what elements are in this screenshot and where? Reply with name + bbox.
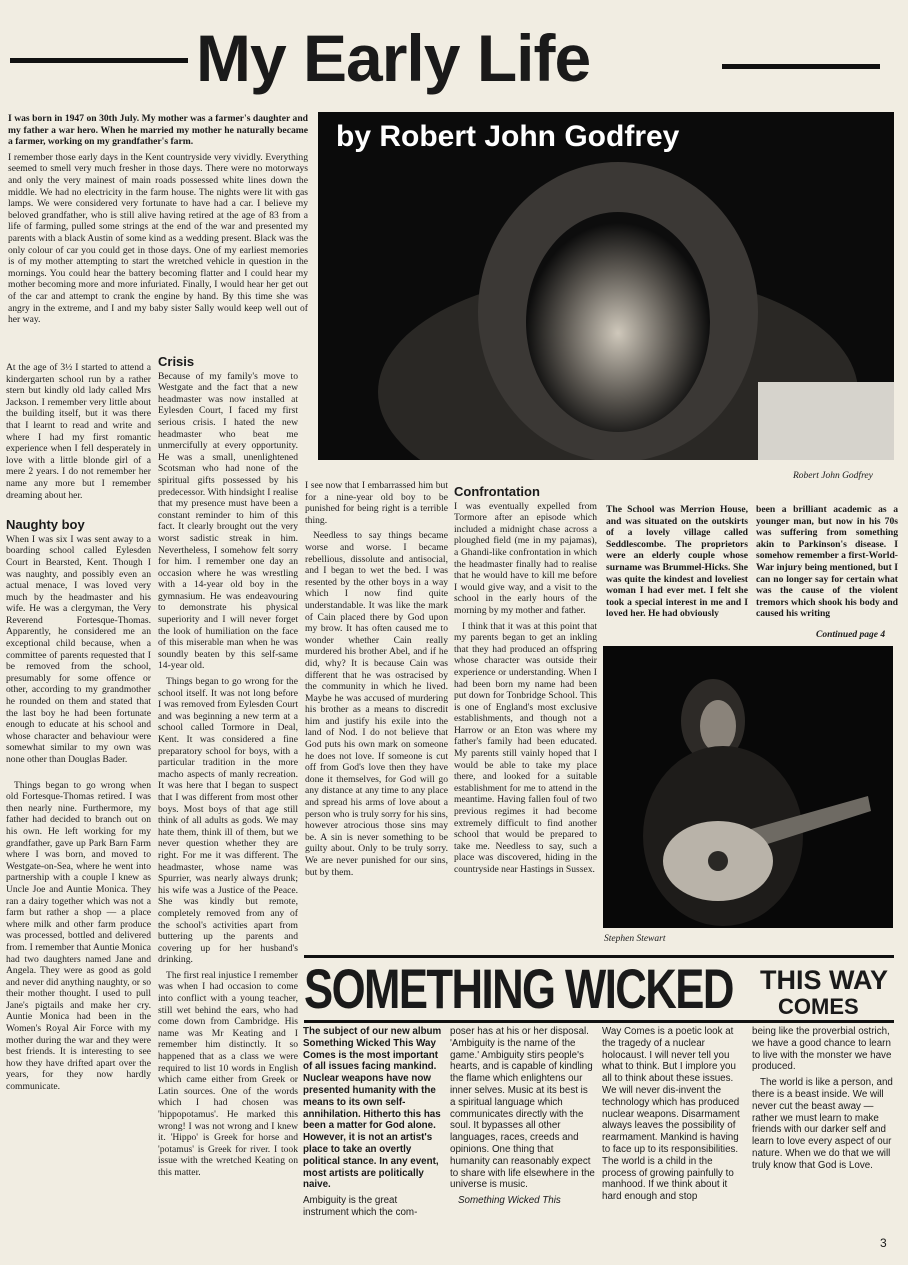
col4-p2: I think that it was at this point that my parents began to get an inkling that they had produced an offspring whose character was outside their experience or understanding. When I had been born my name had been put down for Tonbridge School. This is one of England's most exclusive establishments, and though not a Harrow or an Eton was where my father's family had been educated. My parents still vainly hoped that I would be able to take my place there, and looked for a suitable establishment for me to attend in the meantime. Having fallen foul of two previous regimes it had become extremely difficult to find another school that would be prepared to take me. Needless to say, such a place was discovered, hiding in the countryside near Hastings in Sussex. bbox=[454, 620, 597, 875]
col4-p1: I was eventually expelled from Tormore after an episode which included a midnight chase across a ploughed field (me in my pajamas), a Ghandi-like confrontation in which the headmaster finally had to realise that he would have to kill me before I would give way, and a visit to the school in the early hours of the morning by my mother and father. bbox=[454, 500, 597, 616]
sw-column-2 bbox=[450, 1026, 595, 1256]
col1-p4: Things began to go wrong when old Fortesque-Thomas retired. I was then nearly nine. Furthermore, my father had decided to branch out on his own. He left working for my grandfather, gave up Park Barn Farm where I was born, and moved to Westgate-on-Sea, where he went into partnership with a couple I knew as Uncle Joe and Auntie Monica. They ran a dairy together which was not a farm but rather a shop — a place where milk and other farm produce was processed, bottled and delivered from. I remember that Auntie Monica had two daughters named Jane and Angela. They were as good as gold and never did anything naughty, or so their mother thought. I used to pull Jane's pigtails and make her cry. Auntie Monica had been in the Women's Royal Air Force with my mother during the war and they were best friends. It is interesting to see how they have drifted apart over the years, for they now hardly communicate. bbox=[6, 779, 151, 1093]
sw-col2: poser has at his or her disposal. 'Ambiguity is the name of the game.' Ambiguity stirs people's hearts, and is capable of kindling the flame which enlightens our inner selves. Music at its best is a spiritual language which communicates directly with the soul. It bypasses all other languages, races, creeds and opinions. One thing that humanity can reasonably expect to share with life elsewhere in the universe is music. bbox=[450, 1026, 595, 1191]
byline: by Robert John Godfrey bbox=[336, 120, 680, 153]
col2-p2: Things began to go wrong for the school itself. It was not long before I was removed from Eylesden Court and was beginning a new term at a school called Tormore in Deal, Kent. It was considered a fine preparatory school for boys, with a particular tradition in the more macho aspects of manly recreation. It was here that I began to suspect that I was different from most other boys. Most boys of that age still think of all adults as gods. We may hate them, think ill of them, but we never question whether they are right. For me it was different. The headmaster, whose name was Spurrier, was nearly always drunk; his wife was a Justice of the Peace. She was kindly but remote, completely removed from any of the school's activities apart from buttering up the parents and covering up for her husband's drinking. bbox=[158, 676, 298, 966]
col5-p1: The School was Merrion House, and was situated on the outskirts of a lovely village called Seddlescombe. The proprietors were an elderly couple whose surname was Brummel-Hicks. She was quite the kindest and loveliest woman I had ever met. I felt she took a special interest in me and I loved her. He had obviously bbox=[606, 504, 748, 620]
col3-p1: I see now that I embarrassed him but for a nine-year old boy to be punished for being right is a terrible thing. bbox=[305, 480, 448, 526]
col2-p1: Because of my family's move to Westgate and the fact that a new headmaster was now installed at Eylesden Court, I faced my first serious crisis. I hated the new headmaster who beat me unmercifully at every opportunity. He was a small, unenlightened Scotsman who had none of the spiritual gifts possessed by his predecessor. With hindsight I realise that my presence must have been a constant reminder to him of this fact. It clearly brought out the very worst sadistic streak in him. Nevertheless, I somehow felt sorry for him. I remember one day an occasion where he was wrestling with a 14-year old boy in the gymnasium. He was endeavouring to demonstrate his physical superiority and I will never forget the look of humiliation on the face of this miserable man when he was soundly beaten by this self-same 14-year old. bbox=[158, 370, 298, 672]
subhead-naughty-boy: Naughty boy bbox=[6, 517, 85, 533]
sw-col4-p2: The world is like a person, and there is a beast inside. We will never cut the beast away — rather we must learn to make friends with our darker self and learn to love every aspect of our nature. When we do that we will truly know that God is Love. bbox=[752, 1077, 893, 1171]
photo-stephen-stewart bbox=[603, 646, 893, 928]
sw-col3: Way Comes is a poetic look at the tragedy of a nuclear holocaust. I will never tell you what to think. But I implore you all to think about these issues. We will never dis-invent the technology which has produced nuclear weapons. Disarmament always leaves the possibility of rearmament. Mankind is having to face up to its responsibilities. The world is a child in the process of growing painfully to manhood. If we think about it hard enough and stop bbox=[602, 1026, 740, 1203]
sw-rule-bottom bbox=[304, 1020, 894, 1023]
col1-p2: At the age of 3½ I started to attend a kindergarten school run by a rather stern but kindly old lady called Mrs Jackson. I remember very little about the building itself, but it was there that I learnt to read and write and where I had my first romantic experience when I fell desperately in love with a little blonde girl of a mere 2 years. I do not remember her name any more but I remember dreaming about her. bbox=[6, 362, 151, 501]
sw-column-4 bbox=[752, 1026, 897, 1256]
sw-column-3 bbox=[602, 1026, 747, 1256]
title-rule-left bbox=[10, 58, 188, 63]
page-title: My Early Life bbox=[196, 21, 591, 95]
intro-text: I was born in 1947 on 30th July. My mother was a farmer's daughter and my father a war hero. When he married my mother he naturally became a farmer, working on my grandfather's farm. bbox=[8, 113, 308, 148]
title-rule-right bbox=[722, 64, 880, 69]
photo-portrait-image bbox=[318, 112, 894, 460]
photo1-caption: Robert John Godfrey bbox=[793, 471, 873, 481]
col1-p3: When I was six I was sent away to a boarding school called Eylesden Court in Bearsted, Kent. Though I was naughty, and possibly even an actual menace, I was loved very much by the headmaster and his wife. He was a clergyman, the Very Reverend Fortesque-Thomas. Apparently, he considered me an exceptional child because, when a committee of parents requested that I be removed from the school, presumably for some offence or other, according to my grandmother he rounded on them and stated that the last boy he had been fortunate enough to educate at his school and whose character and behaviour were somewhat similar to my own was none other than Douglas Bader. bbox=[6, 533, 151, 765]
sw-this-way: THIS WAY bbox=[760, 965, 889, 995]
photo2-caption: Stephen Stewart bbox=[604, 934, 666, 944]
column-6 bbox=[756, 504, 898, 626]
subhead-confrontation: Confrontation bbox=[454, 486, 540, 499]
intro-block bbox=[8, 113, 308, 345]
sw-col1-bold: The subject of our new album Something Wicked This Way Comes is the most important of all issues facing mankind. Nuclear weapons have now presented humanity with the means to its own self-annihilation. Hitherto this has been a matter for God alone. However, it is not an artist's place to take an overtly political stance. In any event, most artists are politically naive. bbox=[303, 1026, 442, 1191]
column-2 bbox=[158, 356, 298, 1256]
column-1 bbox=[6, 362, 151, 1257]
sw-headline: SOMETHING WICKED bbox=[304, 957, 733, 1020]
subhead-crisis: Crisis bbox=[158, 356, 195, 369]
col6-p1: been a brilliant academic as a younger man, but now in his 70s was suffering from something akin to Parkinson's disease. I somehow remember a first-World-War injury being mentioned, but I can no longer say for certain what was the cause of the violent tremors which shook his body and caused his writing bbox=[756, 504, 898, 620]
col3-p2: Needless to say things became worse and worse. I became rebellious, dissolute and antisocial, and I began to wet the bed. I was resented by the other boys in a way which I now find quite understandable. It was like the mark of Cain placed there by God upon my brow. It has often caused me to wonder whether Cain really murdered his brother Abel, and if he did, why? It is because Cain was different that he was ostracised by the community in which he lived. Maybe he was accused of murdering his brother as a means to discredit him and justify his exile into the land of Nod. I do not believe that God puts his own mark on someone he does not love. If someone is cut off from God's love then they have done it themselves, for God will go any distance at any time to any place and spread his arms of love about a person who is truly sorry for his sins, however atrocious those sins may be. A sin is never something to be guilty about. Only to be truly sorry. We are never punished for our sins, but by them. bbox=[305, 530, 448, 878]
page-number: 3 bbox=[880, 1236, 887, 1250]
sw-col4-p1: being like the proverbial ostrich, we have a good chance to learn to live with the monster we have produced. bbox=[752, 1026, 892, 1073]
photo-guitarist-image bbox=[603, 646, 893, 928]
column-4 bbox=[454, 486, 597, 950]
col2-p3: The first real injustice I remember was when I had occasion to come into conflict with a young teacher, still wet behind the ears, who had come down from Cambridge. His name was Mr Keating and I remember him distinctly. It so happened that as a class we were required to list 10 words in English which came either from Greek or Latin sources. One of the words which I had chosen was 'hippopotamus'. He marked this wrong! I was not wrong and I knew it. 'Hippo' is Greek for horse and 'potamus' is Greek for river. I took issue with the wretched Keating on this matter. bbox=[158, 969, 298, 1178]
sw-comes: COMES bbox=[778, 994, 859, 1019]
sw-column-1 bbox=[303, 1026, 443, 1256]
sw-col2-tail: Something Wicked This bbox=[458, 1195, 561, 1207]
column-5 bbox=[606, 504, 748, 626]
sw-col1-tail: Ambiguity is the great instrument which the com- bbox=[303, 1195, 418, 1218]
column-3 bbox=[305, 480, 448, 950]
continued-note: Continued page 4 bbox=[816, 630, 886, 640]
col1-p1: I remember those early days in the Kent countryside very vividly. Everything seemed to smell very much fresher in those days. There were no motorways and only the very mainest of main roads possessed white lines down the middle. We had no electricity in the farm house. The nights were lit with gas lamps. We were considered very fortunate to have had a car. I believe my beloved grandfather, who is still alive having retired at the age of 83 from a life of farming, pulled some strings at the end of the war and presented my parents with a black Austin of some kind as a wedding present. Black was the only colour of car you could get in those days. One of my earliest memories is of my mother attempting to start the wretched vehicle in question in the mornings. You could hear the battery becoming flatter and I could hear my mother becoming more and more infuriated. Finally, I would hear her get out of the car and attempt to crank the engine by hand. By this time she was angry in the extreme, and I and my baby sister Sally would keep well out of her way. bbox=[8, 151, 308, 326]
photo-robert-john-godfrey bbox=[318, 112, 894, 460]
